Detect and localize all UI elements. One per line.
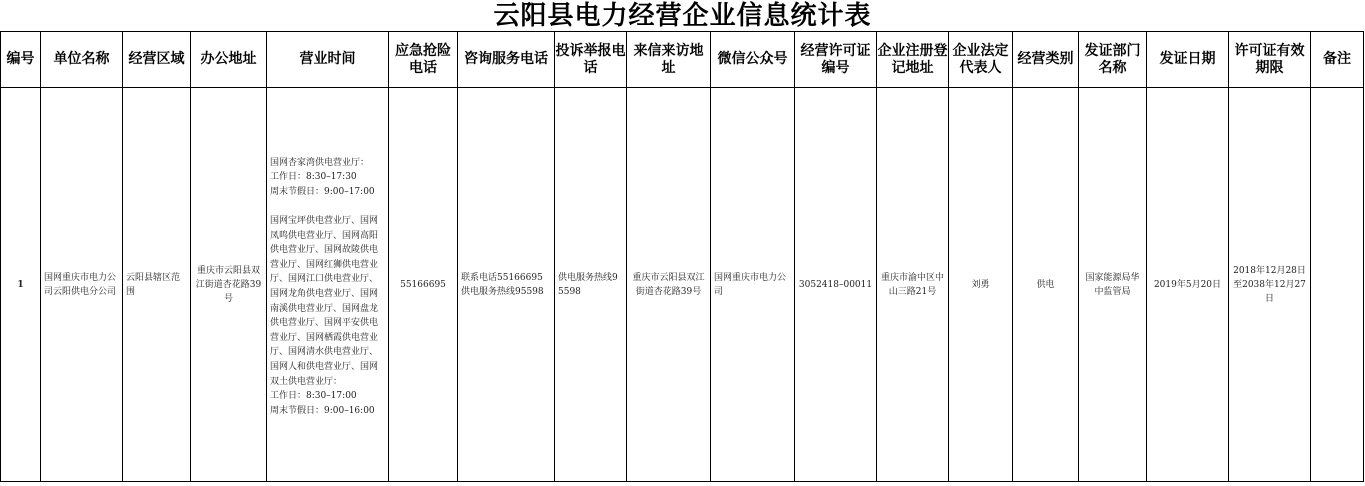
cell-wechat-text: 国网重庆市电力公司	[714, 272, 787, 297]
cell-emergency-phone-text: 55166695	[400, 279, 446, 290]
cell-validity	[1229, 88, 1311, 482]
header-issue-date: 发证日期	[1147, 32, 1229, 88]
cell-hours-text: 国网杏家湾供电营业厅： 工作日：8:30–17:30 周末节假日：9:00–17:00 国网宝坪供电营业厅、国网凤鸣供电营业厅、国网高阳供电营业厅、国网故陵供电营业厅、国网红狮供电营业厅、国网江口供电营业厅、国网龙角供电营业厅、国网南溪供电营业厅、国网盘龙供电营业厅、国网平安供电营业厅、国网栖霞供电营业厅、国网清水供电营业厅、国网人和供电营业厅、国网双土供电营业厅： 工作日：8:30–17:00 周末节假日：9:00–16:00	[270, 157, 379, 416]
cell-complaint-phone-text: 供电服务热线95598	[558, 272, 618, 297]
header-area: 经营区域	[123, 32, 191, 88]
cell-issuer	[1079, 88, 1147, 482]
cell-issuer-text: 国家能源局华中监管局	[1085, 272, 1140, 297]
header-hours: 营业时间	[267, 32, 389, 88]
cell-address-text: 重庆市云阳县双江街道杏花路39号	[195, 265, 262, 304]
cell-license-no	[795, 88, 877, 482]
cell-wechat	[711, 88, 795, 482]
cell-area-text: 云阳县辖区范围	[126, 272, 181, 297]
cell-unit-name	[41, 88, 123, 482]
cell-id-text: 1	[17, 279, 24, 290]
cell-id	[1, 88, 41, 482]
header-emergency-phone: 应急抢险电话	[389, 32, 458, 88]
header-id: 编号	[1, 32, 41, 88]
header-category: 经营类别	[1013, 32, 1079, 88]
header-issuer: 发证部门名称	[1079, 32, 1147, 88]
enterprise-info-table	[0, 31, 1364, 482]
header-service-phone: 咨询服务电话	[458, 32, 555, 88]
cell-reg-address-text: 重庆市渝中区中山三路21号	[880, 272, 944, 297]
cell-reg-address	[877, 88, 949, 482]
table-row	[1, 88, 1364, 482]
cell-emergency-phone	[389, 88, 458, 482]
header-validity: 许可证有效期限	[1229, 32, 1311, 88]
cell-issue-date-text: 2019年5月20日	[1153, 279, 1222, 290]
header-wechat: 微信公众号	[711, 32, 795, 88]
header-complaint-phone: 投诉举报电话	[555, 32, 627, 88]
cell-legal-rep	[949, 88, 1013, 482]
cell-validity-text: 2018年12月28日至2038年12月27日	[1233, 265, 1306, 304]
page-title: 云阳县电力经营企业信息统计表	[493, 1, 872, 31]
cell-complaint-phone	[555, 88, 627, 482]
cell-service-phone	[458, 88, 555, 482]
header-legal-rep: 企业法定代表人	[949, 32, 1013, 88]
header-address: 办公地址	[191, 32, 267, 88]
table-header-row	[1, 32, 1364, 88]
cell-area	[123, 88, 191, 482]
header-license-no: 经营许可证编号	[795, 32, 877, 88]
cell-unit-name-text: 国网重庆市电力公司云阳供电分公司	[44, 272, 117, 297]
cell-category	[1013, 88, 1079, 482]
cell-category-text: 供电	[1036, 279, 1055, 290]
header-unit-name: 单位名称	[41, 32, 123, 88]
cell-visit-address-text: 重庆市云阳县双江街道杏花路39号	[632, 272, 705, 297]
cell-hours	[267, 88, 389, 482]
cell-issue-date	[1147, 88, 1229, 482]
cell-address	[191, 88, 267, 482]
header-reg-address: 企业注册登记地址	[877, 32, 949, 88]
cell-license-no-text: 3052418–00011	[798, 279, 873, 290]
header-visit-address: 来信来访地址	[627, 32, 711, 88]
header-remark: 备注	[1311, 32, 1364, 88]
cell-legal-rep-text: 刘勇	[971, 279, 990, 290]
cell-visit-address	[627, 88, 711, 482]
cell-service-phone-text: 联系电话55166695供电服务热线95598	[461, 272, 544, 297]
cell-remark	[1311, 88, 1364, 482]
